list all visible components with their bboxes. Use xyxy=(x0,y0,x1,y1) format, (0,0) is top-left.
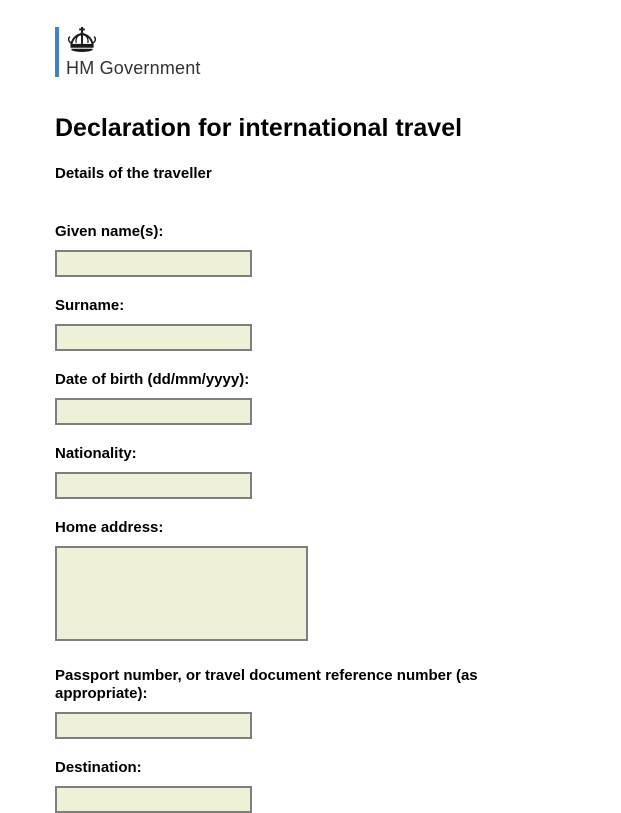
destination-label: Destination: xyxy=(55,759,142,776)
passport-number-input[interactable] xyxy=(55,712,252,739)
nationality-input[interactable] xyxy=(55,472,252,499)
field-destination xyxy=(55,759,566,813)
field-given-names xyxy=(55,223,566,277)
nationality-label: Nationality: xyxy=(55,445,137,462)
field-home-address xyxy=(55,519,566,641)
field-surname xyxy=(55,297,566,351)
logo-blue-bar xyxy=(55,27,59,77)
page-title: Declaration for international travel xyxy=(55,114,463,142)
section-heading: Details of the traveller xyxy=(55,165,212,182)
date-of-birth-label: Date of birth (dd/mm/yyyy): xyxy=(55,371,250,388)
date-of-birth-input[interactable] xyxy=(55,398,252,425)
passport-number-label: Passport number, or travel document reference number (as appropriate): xyxy=(55,667,478,702)
field-passport-number xyxy=(55,667,566,739)
hm-government-logo xyxy=(55,27,566,77)
given-names-label: Given name(s): xyxy=(55,223,164,240)
royal-crown-icon xyxy=(66,27,98,54)
home-address-label: Home address: xyxy=(55,519,164,536)
field-date-of-birth xyxy=(55,371,566,425)
surname-label: Surname: xyxy=(55,297,125,314)
logo-org-name: HM Government xyxy=(66,58,201,78)
field-nationality xyxy=(55,445,566,499)
given-names-input[interactable] xyxy=(55,250,252,277)
surname-input[interactable] xyxy=(55,324,252,351)
home-address-textarea[interactable] xyxy=(55,546,308,641)
